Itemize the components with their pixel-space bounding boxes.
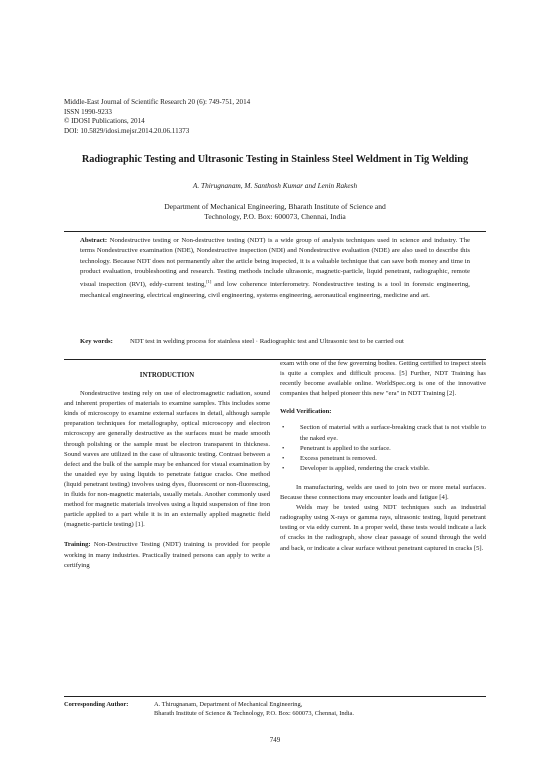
training-label: Training: — [64, 541, 91, 549]
journal-citation: Middle-East Journal of Scientific Research 20 (6): 749-751, 2014 — [64, 98, 251, 106]
list-item: • Section of material with a surface-breaking crack that is not visible to the naked eye. — [282, 424, 486, 442]
affiliation-line-2: Technology, P.O. Box: 600073, Chennai, India — [204, 212, 346, 222]
introduction-paragraph: Nondestructive testing rely on use of electromagnetic radiation, sound and inherent properties of materials to examine samples. This includes some kinds of microscopy to examine external surfaces in detail, although sample preparation techniques for metallography, optical microscopy and electron microscopy are generally destructive as the surfaces must be made smooth through polishing or the sample must be electron transparent in thickness. Sound waves are utilized in the case of ultrasonic testing. Contrast between a defect and the bulk of the sample may be enhanced for visual examination by the unaided eye by using liquids to penetrate fatigue cracks. One method (liquid penetrant testing) involves using dyes, fluorescent or non-fluorescing, in fluids for non-magnetic materials, usually metals. Another commonly used method for magnetic materials involves using a liquid suspension of fine iron particle applied to a part while it is in an externally applied magnetic field (magnetic-particle testing) [1]. — [64, 390, 270, 529]
abstract-reference: [1] — [206, 279, 212, 285]
footnote-label: Corresponding Author: — [64, 701, 129, 708]
journal-publisher: © IDOSI Publications, 2014 — [64, 117, 145, 126]
abstract-top-rule — [64, 231, 486, 232]
manufacturing-paragraph: In manufacturing, welds are used to join two or more metal surfaces. Because these connections may encounter loads and fatigue [4]. — [280, 483, 486, 502]
bullet-icon: • — [282, 444, 285, 452]
introduction-heading: INTRODUCTION — [139, 372, 195, 379]
abstract-text-b: and low coherence interferometry. Nondestructive testing is a tool in forensic engineering, mechanical engineering, electrical engineering, civil engineering, systems engineering, aeronautical engineering, medicine and art. — [80, 281, 470, 299]
journal-issn: ISSN 1990-9233 — [64, 107, 112, 116]
training-paragraph — [64, 540, 270, 570]
journal-metadata — [64, 98, 250, 136]
certification-paragraph: exam with one of the few governing bodies. Getting certified to inspect steels is quite a complex and difficult process. [5] Further, NDT Training has recently become available online. WorldSpec.org is one of the innovative companies that helped pioneer this new "era" in NDT Training [2]. — [280, 360, 486, 398]
list-item: • Excess penetrant is removed. — [280, 454, 486, 464]
bullet-icon: • — [282, 424, 285, 432]
left-column — [64, 371, 270, 571]
footnote-line-2: Bharath Institute of Science & Technology, P.O. Box: 600073, Chennai, India. — [154, 710, 354, 718]
list-item: • Penetrant is applied to the surface. — [280, 444, 486, 454]
weld-verification-list — [280, 423, 486, 473]
keywords — [80, 337, 470, 346]
page-number: 749 — [269, 736, 281, 744]
keywords-text: NDT test in welding process for stainless steel · Radiographic test and Ultrasonic test to be carried out — [130, 338, 404, 345]
bullet-icon: • — [282, 464, 285, 472]
footnote-line-1: A. Thirugnanam, Department of Mechanical Engineering, — [154, 701, 303, 708]
weld-verification-heading: Weld Verification: — [280, 408, 332, 416]
journal-doi: DOI: 10.5829/idosi.mejsr.2014.20.06.11373 — [64, 126, 190, 135]
abstract — [80, 236, 470, 301]
bullet-icon: • — [282, 454, 285, 462]
author-affiliation — [90, 202, 460, 222]
paper-authors: A. Thirugnanam, M. Santhosh Kumar and Lenin Rakesh — [192, 181, 358, 190]
right-column — [280, 359, 486, 554]
training-text: Non-Destructive Testing (NDT) training is provided for people working in many industries. Practically trained persons can apply to write a certifying — [64, 541, 270, 569]
corresponding-author-footnote — [64, 700, 494, 718]
paper-title: Radiographic Testing and Ultrasonic Testing in Stainless Steel Weldment in Tig Welding — [81, 154, 469, 165]
affiliation-line-1: Department of Mechanical Engineering, Bharath Institute of Science and — [164, 202, 386, 211]
weld-testing-paragraph: Welds may be tested using NDT techniques such as industrial radiography using X-rays or gamma rays, ultrasonic testing, liquid penetrant testing or via eddy current. In a proper weld, these tests would indicate a lack of cracks in the radiograph, show clear passage of sound through the weld and back, or indicate a clear surface without penetrant captured in cracks [5]. — [280, 504, 486, 552]
keywords-label: Key words: — [80, 338, 113, 345]
footnote-rule — [64, 696, 486, 697]
abstract-label: Abstract: — [80, 237, 108, 244]
abstract-text-a: Nondestructive testing or Non-destructive testing (NDT) is a wide group of analysis techniques used in science and industry. The terms Nondestructive examination (NDE), Nondestructive inspection (NDI) and Nondestructive evaluation (NDE) are also used to describe this technology. Because NDT does not permanently alter the article being inspected, it is a valuable technique that can save both money and time in product evaluation, troubleshooting and research. Testing methods include ultrasonic, magnetic-particle, liquid penetrant, radiographic, remote visual inspection (RVI), eddy-current testing, — [80, 237, 471, 289]
list-item: • Developer is applied, rendering the crack visible. — [280, 464, 486, 474]
